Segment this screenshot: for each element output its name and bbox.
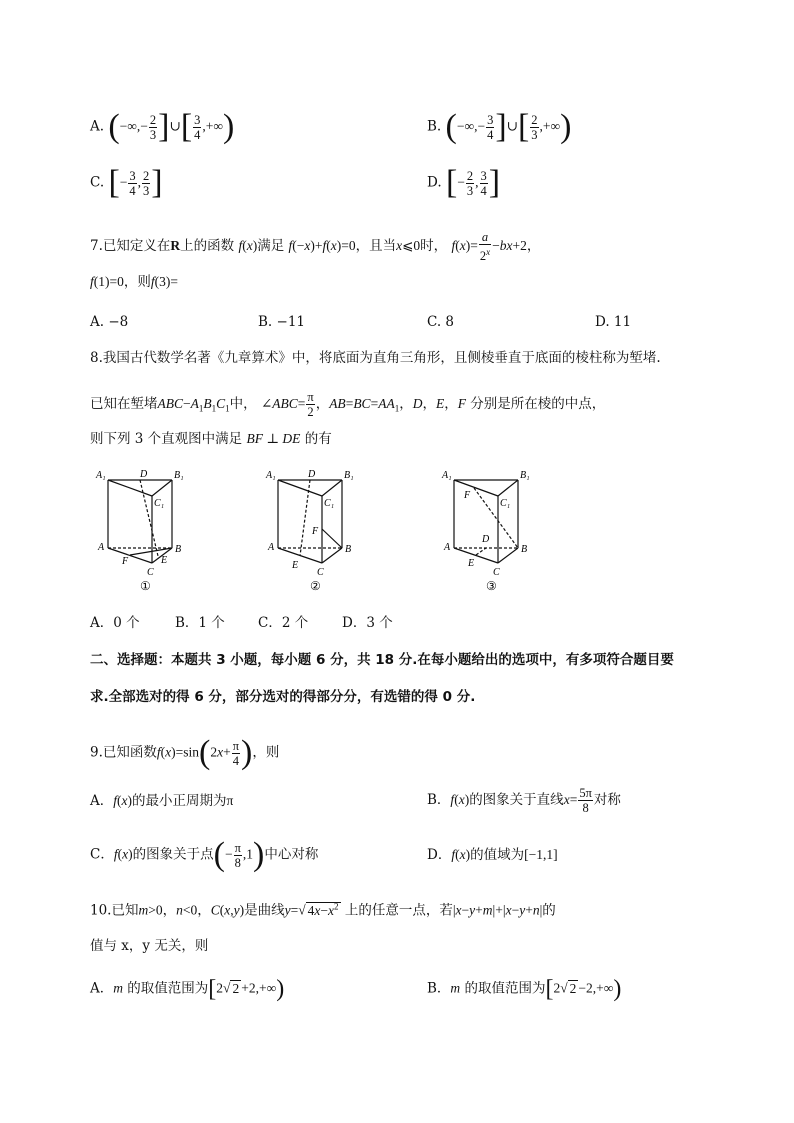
q9-stem: 9.已知函数f(x)=sin(2x+ $\frac{\pi}{4}$ )，则 [90,734,280,771]
q8-stem-line2: 已知在堑堵$ABC-A_1B_1C_1$中， ∠ABC= $\frac{\pi}{2}$ ，$AB=BC=AA_1$，D，E，F 分别是所在棱的中点， [90,390,606,419]
q8-figure-3 [436,466,546,596]
q6-option-c: C. [− $\frac{3}{4}$ , $\frac{2}{3}$ ] [90,164,163,201]
q7-stem-line1: 7.已知定义在R上的函数 f(x)满足 f(−x)+f(x)=0，且当x⩽0时， f(x)= $\frac{a}{2^x}$ −bx+2， [90,230,541,264]
q7-option-c: C. 8 [427,314,455,330]
q8-figure-3-label: ③ [486,579,497,593]
q10-stem-line2: 值与 x，y 无关，则 [90,938,209,954]
svg-text:F: F [312,526,319,537]
q7-option-a: A. −8 [90,314,129,330]
svg-text:D: D [482,534,490,545]
q8-option-d: D．3 个 [342,615,393,631]
q8-figure-2-label: ② [310,579,321,593]
q8-figure-2 [262,466,372,596]
svg-text:C: C [317,567,324,578]
q8-stem-line3: 则下列 3 个直观图中满足 BF ⊥ DE 的有 [90,431,332,447]
svg-text:A: A [444,542,451,553]
svg-text:E: E [468,558,475,569]
svg-text:B₁: B₁ [344,470,354,481]
section-2-instructions-line1: 二、选择题：本题共 3 小题，每小题 6 分，共 18 分.在每小题给出的选项中，有多项符合题目要 [90,652,674,668]
q9-option-b: B．f(x)的图象关于直线x= $\frac{5\pi}{8}$ 对称 [427,786,621,815]
q8-stem-line1: 8.我国古代数学名著《九章算术》中，将底面为直角三角形，且侧棱垂直于底面的棱柱称为堑堵. [90,350,661,366]
q10-option-b: B．m 的取值范围为[2√ 2 −2,+∞) [427,976,622,1002]
svg-text:A₁: A₁ [266,470,276,481]
svg-text:D: D [140,469,148,480]
q9-option-a: A．f(x)的最小正周期为π [90,793,234,809]
svg-text:C₁: C₁ [500,498,511,509]
q6-option-d: D. [− $\frac{2}{3}$ , $\frac{3}{4}$ ] [427,164,501,201]
svg-text:D: D [308,469,316,480]
svg-text:A₁: A₁ [442,470,452,481]
svg-text:C: C [147,567,154,578]
q10-option-a: A．m 的取值范围为[2√ 2 +2,+∞) [90,976,285,1002]
q8-option-c: C．2 个 [258,615,309,631]
q9-option-d: D．f(x)的值域为[−1,1] [427,847,558,863]
svg-text:B₁: B₁ [520,470,530,481]
svg-text:B: B [175,544,182,555]
svg-text:A: A [98,542,105,553]
svg-text:F: F [464,490,471,501]
svg-text:A: A [268,542,275,553]
q7-stem-line2: f(1)=0，则f(3)= [90,274,178,290]
section-2-instructions-line2: 求.全部选对的得 6 分，部分选对的得部分分，有选错的得 0 分. [90,689,476,705]
q8-figure-1 [90,466,200,596]
svg-text:B₁: B₁ [174,470,184,481]
q7-option-d: D. 11 [595,314,632,330]
q7-option-b: B. −11 [258,314,305,330]
q6-option-b: B. (−∞,− $\frac{3}{4}$ ]∪[ $\frac{2}{3}$ ,+∞) [427,108,572,145]
q8-figure-1-label: ① [140,579,151,593]
svg-text:E: E [161,555,168,566]
svg-text:C₁: C₁ [324,498,335,509]
q9-option-c: C．f(x)的图象关于点(− $\frac{\pi}{8}$ ,1)中心对称 [90,836,319,873]
q6-option-a: A. (−∞,− $\frac{2}{3}$ ]∪[ $\frac{3}{4}$ ,+∞) [90,108,235,145]
svg-text:C₁: C₁ [154,498,165,509]
svg-text:B: B [345,544,352,555]
q8-option-a: A．0 个 [90,615,140,631]
svg-text:C: C [493,567,500,578]
svg-text:A₁: A₁ [96,470,106,481]
svg-text:E: E [292,560,299,571]
q10-stem-line1: 10.已知m>0，n<0，C(x,y)是曲线y=√ $4x-x^2$ 上的任意一点，若|x−y+m|+|x−y+n|的 [90,901,556,919]
q8-option-b: B．1 个 [175,615,225,631]
svg-text:B: B [521,544,528,555]
svg-text:F: F [122,556,129,567]
